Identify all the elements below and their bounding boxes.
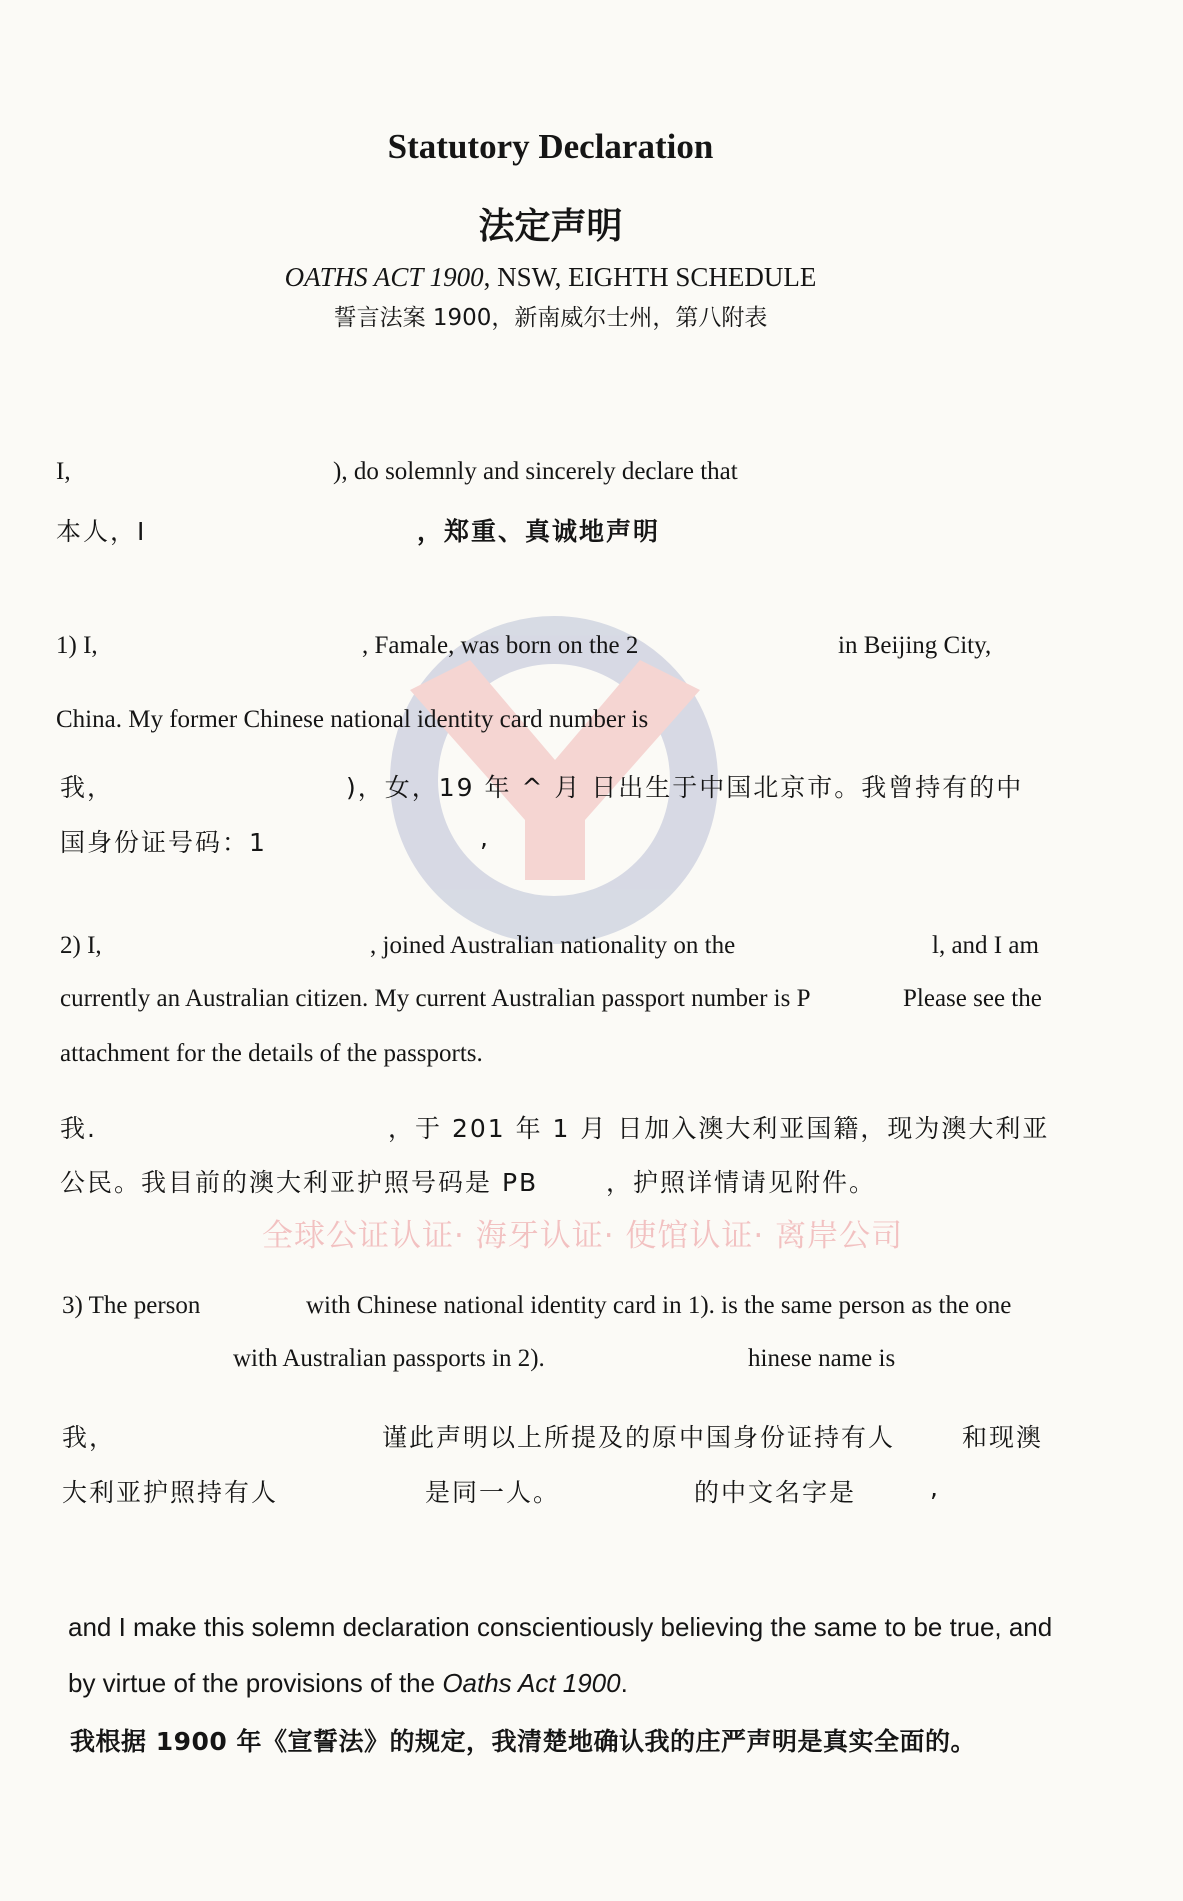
- clause3-en-chinese-name: hinese name is: [748, 1345, 896, 1372]
- act-jurisdiction: , NSW, EIGHTH SCHEDULE: [483, 262, 817, 292]
- clause3-zh-start: 我，: [62, 1423, 117, 1452]
- act-reference-zh: 誓言法案 1900，新南威尔士州，第八附表: [333, 305, 768, 331]
- clause3-en-passports: with Australian passports in 2).: [233, 1345, 545, 1372]
- clause2-zh-start: 我.: [60, 1114, 97, 1143]
- clause1-zh-start: 我，: [60, 773, 115, 802]
- clause1-en-id-card: China. My former Chinese national identity card number is: [56, 706, 649, 733]
- clause2-en-see: Please see the: [903, 985, 1042, 1012]
- document-title-zh: 法定声明: [478, 206, 623, 247]
- clause3-zh-chinese-name: 的中文名字是: [694, 1478, 857, 1507]
- closing-en-text: by virtue of the provisions of the: [68, 1668, 443, 1698]
- intro-zh-start: 本人，I: [56, 517, 147, 546]
- clause2-en-number: 2) I,: [60, 932, 102, 959]
- clause1-en-city: in Beijing City,: [838, 632, 992, 659]
- clause1-zh-birth: )，女，19 年 ^ 月 日出生于中国北京市。我曾持有的中: [346, 773, 1024, 802]
- act-reference: [0, 262, 1101, 293]
- clause1-zh-comma: ,: [480, 823, 490, 852]
- clause3-zh-comma: ,: [930, 1473, 940, 1502]
- clause3-zh-and: 和现澳: [962, 1423, 1044, 1452]
- clause3-zh-holder: 大利亚护照持有人: [62, 1478, 279, 1507]
- clause1-en-number: 1) I,: [56, 632, 98, 659]
- clause3-en-number: 3) The person: [62, 1292, 201, 1319]
- clause1-zh-id-card: 国身份证号码：1: [60, 828, 267, 857]
- closing-en-line2: [68, 1668, 628, 1699]
- closing-zh: 我根据 1900 年《宣誓法》的规定，我清楚地确认我的庄严声明是真实全面的。: [70, 1727, 976, 1756]
- clause3-zh-declare: 谨此声明以上所提及的原中国身份证持有人: [382, 1423, 896, 1452]
- closing-en-act: Oaths Act 1900: [442, 1668, 621, 1698]
- intro-zh-end: ，郑重、真诚地声明: [417, 517, 661, 546]
- clause2-en-passport: currently an Australian citizen. My current Australian passport number is P: [60, 985, 811, 1012]
- clause2-en-and: l, and I am: [932, 932, 1039, 959]
- clause2-zh-passport: 公民。我目前的澳大利亚护照号码是 PB: [60, 1168, 539, 1197]
- watermark-caption: 全球公证认证· 海牙认证· 使馆认证· 离岸公司: [262, 1218, 904, 1254]
- clause1-en-birth: , Famale, was born on the 2: [362, 632, 639, 659]
- clause2-zh-attachment: ，护照详情请见附件。: [606, 1168, 877, 1197]
- clause2-zh-nationality: ，于 201 年 1 月 日加入澳大利亚国籍，现为澳大利亚: [388, 1114, 1050, 1143]
- clause2-en-attachment: attachment for the details of the passports.: [60, 1040, 483, 1067]
- intro-en-end: ), do solemnly and sincerely declare that: [333, 458, 738, 485]
- clause3-zh-same: 是同一人。: [425, 1478, 561, 1507]
- clause2-en-nationality: , joined Australian nationality on the: [370, 932, 736, 959]
- document-title: Statutory Declaration: [387, 127, 714, 166]
- act-name: OATHS ACT 1900: [284, 262, 484, 292]
- closing-en-line1: and I make this solemn declaration conscientiously believing the same to be true, and: [68, 1612, 1053, 1642]
- intro-en-start: I,: [56, 458, 71, 485]
- closing-en-period: .: [620, 1668, 628, 1698]
- clause3-en-same-person: with Chinese national identity card in 1). is the same person as the one: [306, 1292, 1012, 1319]
